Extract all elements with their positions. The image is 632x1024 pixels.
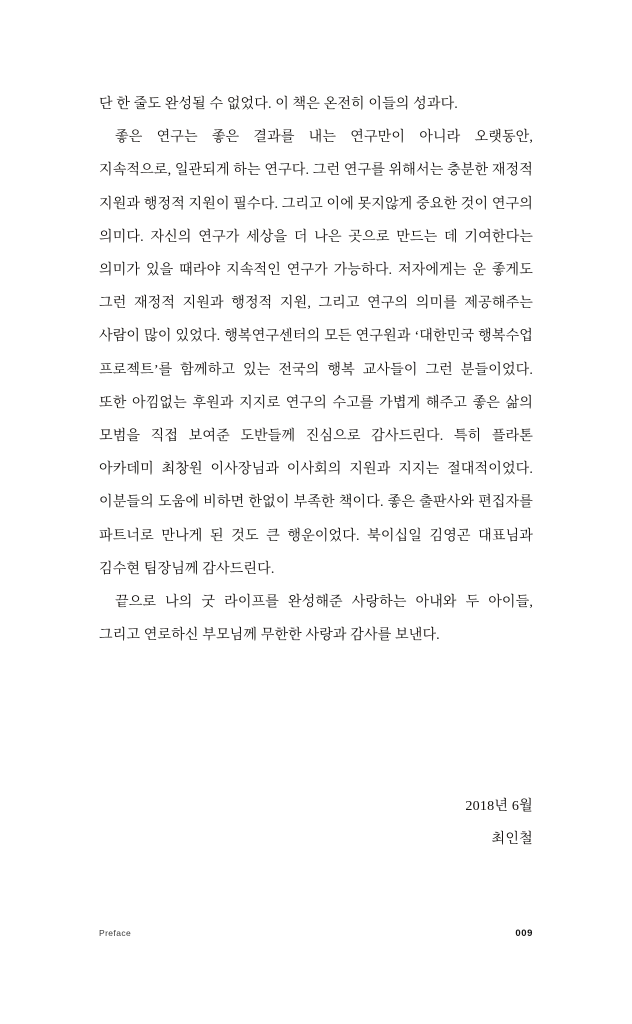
paragraph: 좋은 연구는 좋은 결과를 내는 연구만이 아니라 오랫동안, 지속적으로, 일관되게 하는 연구다. 그런 연구를 위해서는 충분한 재정적 지원과 행정적 지원이 필수다. 그리고 이에 못지않게 중요한 것이 연구의 의미다. 자신의 연구가 세상을 더 나은 곳으로 만드는 데 기여한다는 의미가 있을 때라야 지속적인 연구가 가능하다. 저자에게는 운 좋게도 그런 재정적 지원과 행정적 지원, 그리고 연구의 의미를 제공해주는 사람이 많이 있었다. 행복연구센터의 모든 연구원과 ‘대한민국 행복수업 프로젝트’를 함께하고 있는 전국의 행복 교사들이 그런 분들이었다. 또한 아낌없는 후원과 지지로 연구의 수고를 가볍게 해주고 좋은 삶의 모범을 직접 보여준 도반들께 진심으로 감사드린다. 특히 플라톤 아카데미 최창원 이사장님과 이사회의 지원과 지지는 절대적이었다. 이분들의 도움에 비하면 한없이 부족한 책이다. 좋은 출판사와 편집자를 파트너로 만나게 된 것도 큰 행운이었다. 북이십일 김영곤 대표님과 김수현 팀장님께 감사드린다. xyxy=(99,129,533,577)
page-footer xyxy=(99,928,533,939)
signature-author: 최인철 xyxy=(491,831,533,848)
body-text xyxy=(99,88,533,652)
signature-block xyxy=(99,790,533,856)
footer-section-label: Preface xyxy=(99,928,132,938)
paragraph: 끝으로 나의 굿 라이프를 완성해준 사랑하는 아내와 두 아이들, 그리고 연로하신 부모님께 무한한 사랑과 감사를 보낸다. xyxy=(99,594,533,644)
footer-page-number: 009 xyxy=(515,928,533,939)
signature-date: 2018년 6월 xyxy=(465,798,533,814)
paragraph: 단 한 줄도 완성될 수 없었다. 이 책은 온전히 이들의 성과다. xyxy=(99,96,458,112)
